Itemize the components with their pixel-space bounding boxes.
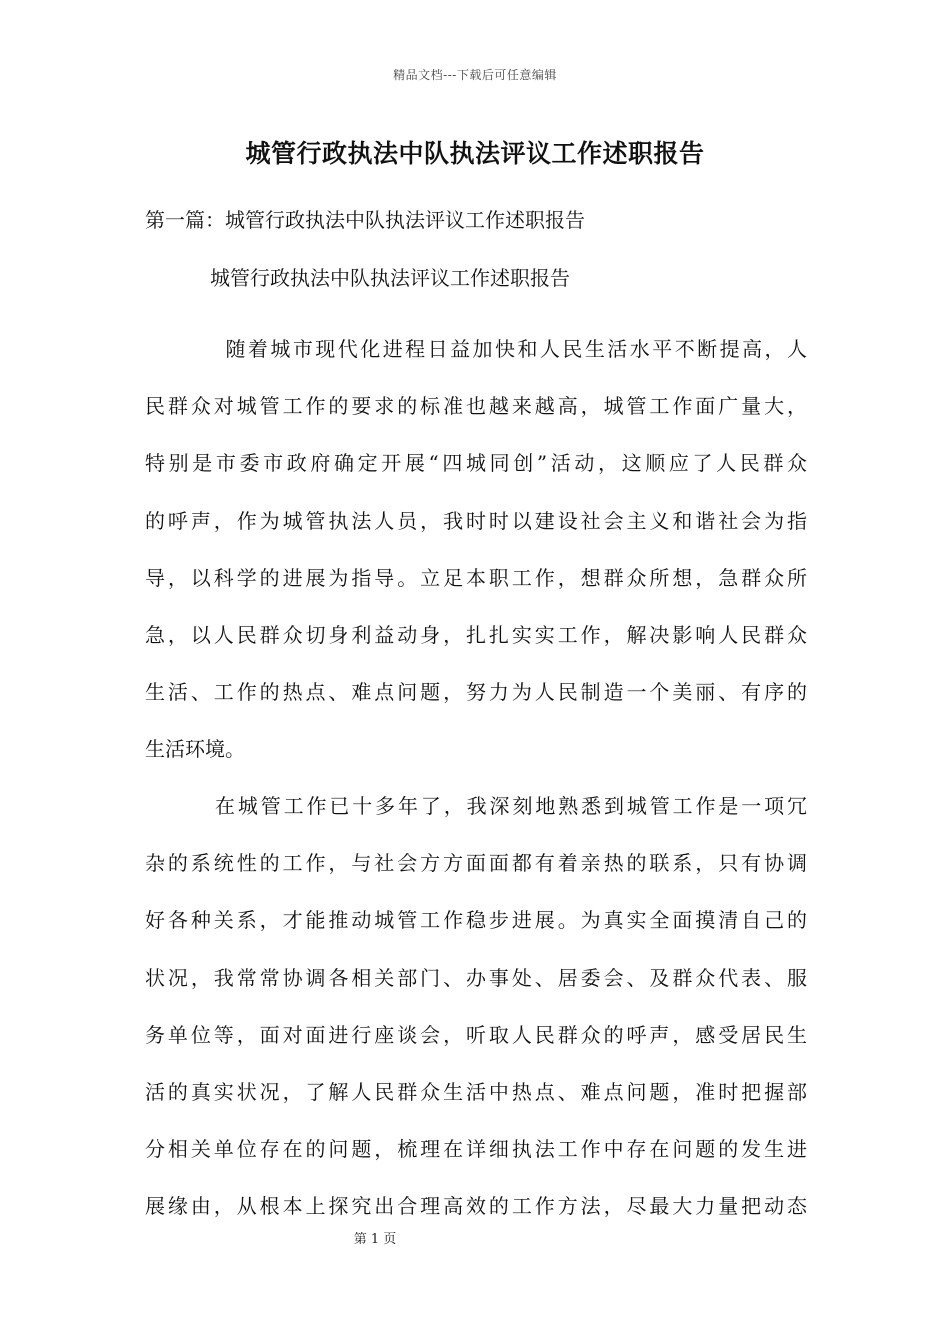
paragraph-line: 随着城市现代化进程日益加快和人民生活水平不断提高，人	[203, 337, 807, 361]
header-note: 精品文档---下载后可任意编辑	[393, 68, 557, 82]
body-paragraph-1	[145, 321, 807, 779]
sub-heading: 城管行政执法中队执法评议工作述职报告	[210, 266, 570, 290]
chapter-heading: 第一篇：城管行政执法中队执法评议工作述职报告	[145, 208, 585, 232]
document-title: 城管行政执法中队执法评议工作述职报告	[245, 139, 705, 168]
body-paragraph-2	[145, 778, 807, 1236]
paragraph-line: 的呼声，作为城管执法人员，我时时以建设社会主义和谐社会为指	[145, 508, 807, 533]
page-number: 第 1 页	[353, 1232, 397, 1247]
paragraph-line: 状况，我常常协调各相关部门、办事处、居委会、及群众代表、服	[145, 965, 807, 990]
paragraph-line: 在城管工作已十多年了，我深刻地熟悉到城管工作是一项冗	[215, 794, 807, 818]
paragraph-line: 活的真实状况，了解人民群众生活中热点、难点问题，准时把握部	[145, 1079, 807, 1104]
paragraph-line: 杂的系统性的工作，与社会方方面面都有着亲热的联系，只有协调	[145, 851, 807, 876]
paragraph-line: 民群众对城管工作的要求的标准也越来越高，城管工作面广量大，	[145, 394, 807, 419]
paragraph-line: 特别是市委市政府确定开展“四城同创”活动，这顺应了人民群众	[145, 451, 807, 476]
paragraph-line: 急，以人民群众切身利益动身，扎扎实实工作，解决影响人民群众	[145, 622, 807, 647]
paragraph-line: 生活、工作的热点、难点问题，努力为人民制造一个美丽、有序的	[145, 680, 807, 705]
paragraph-line: 分相关单位存在的问题，梳理在详细执法工作中存在问题的发生进	[145, 1137, 807, 1162]
paragraph-line: 好各种关系，才能推动城管工作稳步进展。为真实全面摸清自己的	[145, 908, 807, 933]
paragraph-line: 导，以科学的进展为指导。立足本职工作，想群众所想，急群众所	[145, 565, 807, 590]
paragraph-line: 生活环境。	[145, 737, 245, 762]
paragraph-line: 务单位等，面对面进行座谈会，听取人民群众的呼声，感受居民生	[145, 1022, 807, 1047]
paragraph-line: 展缘由，从根本上探究出合理高效的工作方法，尽最大力量把动态	[145, 1194, 807, 1219]
